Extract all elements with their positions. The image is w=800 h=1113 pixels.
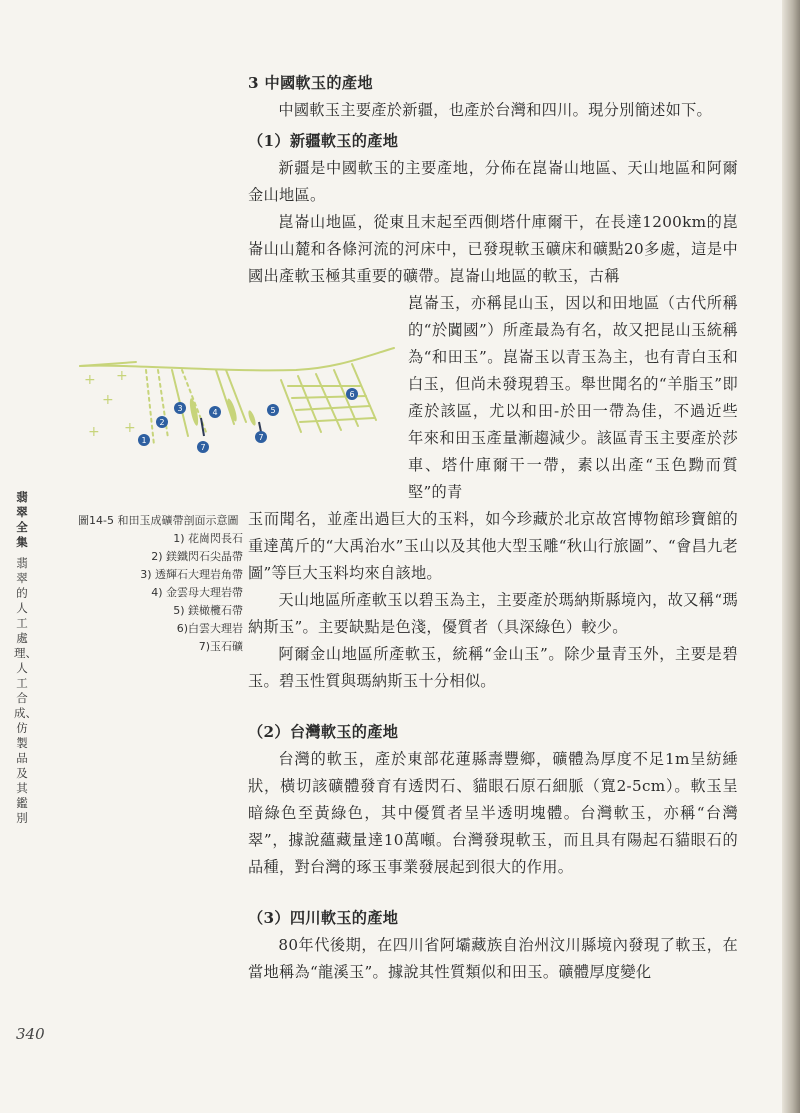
book-page-edge [782,0,800,1113]
granite-plus-5: + [124,420,136,436]
spine-column [14,490,37,826]
ore-vein-2 [259,422,261,432]
contact-line-1 [146,370,154,445]
taiwan-paragraph: 台灣的軟玉，產於東部花蓮縣壽豐鄉，礦體為厚度不足1m呈紡綞狀，橫切該礦體發育有透閃石、貓眼石原石細脈（寬2-5cm）。軟玉呈暗綠色至黃綠色，其中優質者呈半透明塊體。台灣軟玉，亦稱“台灣翠”，據說蘊藏量達10萬噸。台灣發現軟玉，而且具有陽起石貓眼石的品種，對台灣的琢玉事業發展起到很大的作用。 [248,750,738,876]
granite-plus-1: + [84,372,96,388]
book-subtitle: 翡翠的人工處理、人工合成、仿製品及其鑑別 [14,556,37,825]
xinjiang-paragraph-4: 阿爾金山地區所產軟玉，統稱“金山玉”。除少量青玉外，主要是碧玉。碧玉性質與瑪納斯玉十分相似。 [248,645,738,690]
section-heading: 3 中國軟玉的產地 [248,74,373,92]
sichuan-paragraph: 80年代後期，在四川省阿壩藏族自治州汶川縣境內發現了軟玉，在當地稱為“龍溪玉”。據說其性質類似和田玉。礦體厚度變化 [248,936,738,981]
legend-item: 1) 花崗閃長石 [173,532,243,545]
figure-caption [78,512,243,656]
ore-vein-1 [201,418,204,436]
intro-paragraph: 中國軟玉主要產於新疆，也產於台灣和四川。現分別簡述如下。 [278,101,713,119]
sichuan-title: （3）四川軟玉的產地 [248,909,399,927]
page-number: 340 [16,1025,45,1043]
marker-6: 6 [349,390,355,399]
surface-line [80,348,394,370]
legend-item: 6)白雲大理岩 [176,622,243,635]
marble-bed-3 [296,406,370,410]
marker-7b: 7 [258,433,264,442]
marble-line-1 [281,380,301,432]
series-title: 翡翠全集 [16,490,28,549]
main-text [248,70,738,986]
jade-ore-lens-3 [247,410,257,427]
xinjiang-paragraph-2: 崑崙山地區，從東且末起至西側塔什庫爾干，在長達1200km的崑崙山山麓和各條河流的河床中，已發現軟玉礦床和礦點20多處，這是中國出產軟玉極其重要的礦帶。崑崙山地區的軟玉，古稱 [248,213,738,285]
marker-4: 4 [212,408,218,417]
legend-item: 7)玉石礦 [198,640,243,653]
xinjiang-title: （1）新疆軟玉的產地 [248,132,399,150]
granite-plus-4: + [88,424,100,440]
cross-section-diagram [76,340,401,470]
xinjiang-paragraph-2-tail: 玉而聞名，並產出過巨大的玉料，如今珍藏於北京故宮博物館珍寶館的重達萬斤的“大禹治水”玉山以及其他大型玉雕“秋山行旅圖”、“會昌九老圖”等巨大玉料均來自該地。 [248,510,738,582]
marble-line-2 [298,376,321,432]
marker-5: 5 [270,406,276,415]
taiwan-title: （2）台灣軟玉的產地 [248,723,399,741]
xinjiang-paragraph-3: 天山地區所產軟玉以碧玉為主，主要產於瑪納斯縣境內，故又稱“瑪納斯玉”。主要缺點是色淺，優質者（具深綠色）較少。 [248,591,738,636]
ore-belt-cross-section-figure [76,340,401,470]
marker-7a: 7 [200,443,206,452]
legend-item: 4) 金雲母大理岩帶 [151,586,243,599]
caption-title: 圖14-5 和田玉成礦帶剖面示意圖 [78,514,239,527]
granite-plus-3: + [102,392,114,408]
legend-item: 3) 透輝石大理岩角帶 [140,568,243,581]
xinjiang-paragraph-2-wrap: 崑崙玉，亦稱昆山玉，因以和田地區（古代所稱的“於闐國”）所產最為有名，故又把昆山玉統稱為“和田玉”。崑崙玉以青玉為主，也有青白玉和白玉，但尚未發現碧玉。舉世聞名的“羊脂玉”即產於該區，尤以和田-於田一帶為佳，不過近些年來和田玉產量漸趨減少。該區青玉主要產於莎車、塔什庫爾干一帶，素以出產“玉色黝而質堅”的青 [408,294,738,501]
marker-3: 3 [177,404,183,413]
legend-item: 5) 鎂橄欖石帶 [173,604,243,617]
granite-plus-2: + [116,368,128,384]
marker-1: 1 [141,436,147,445]
marker-2: 2 [159,418,165,427]
legend-item: 2) 鎂鐵閃石尖晶帶 [151,550,243,563]
xinjiang-paragraph-1: 新疆是中國軟玉的主要產地，分佈在崑崙山地區、天山地區和阿爾金山地區。 [248,159,738,204]
